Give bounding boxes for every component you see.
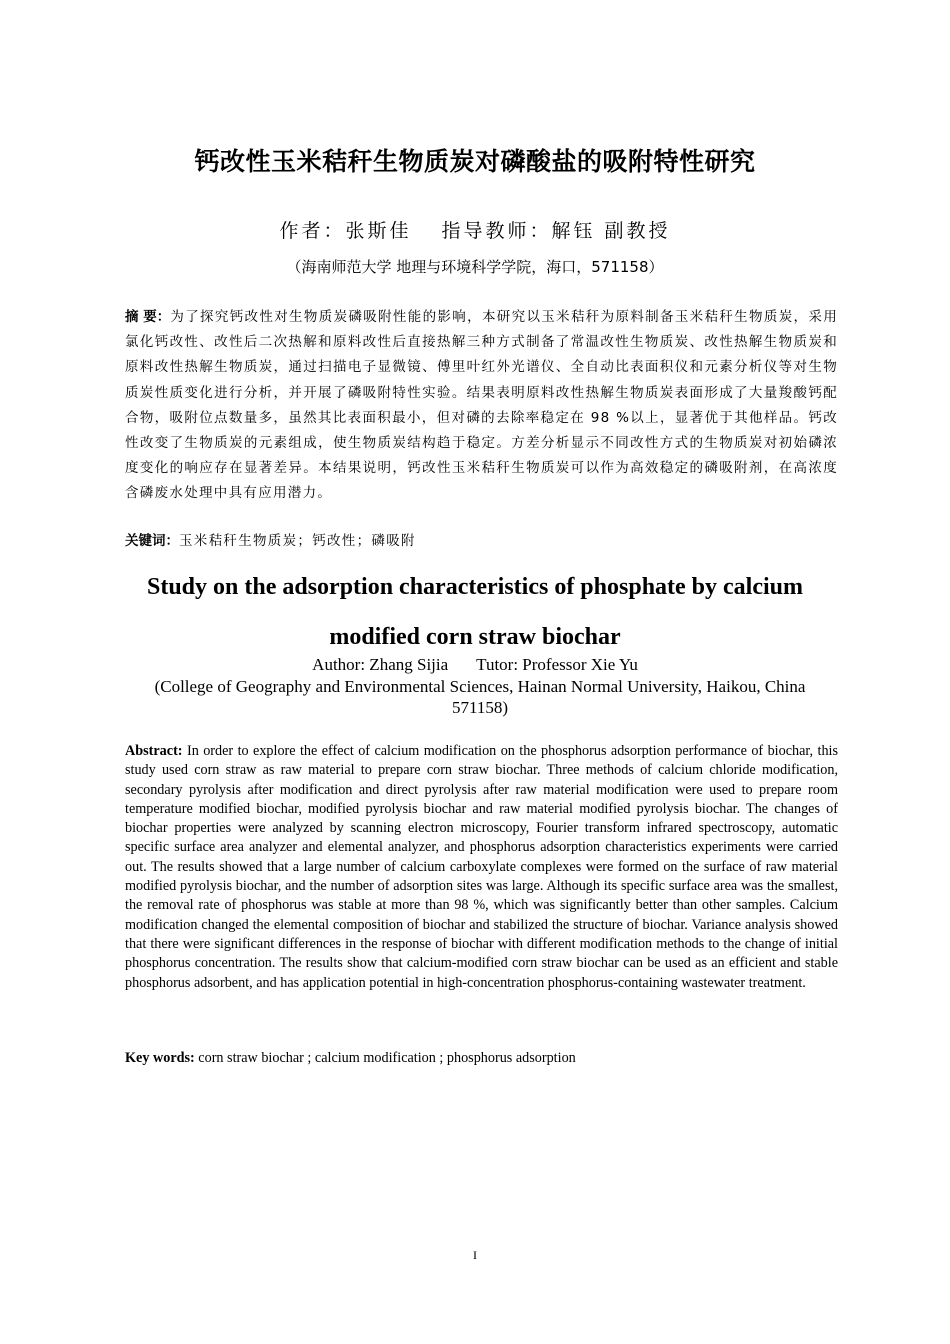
english-keywords (125, 1049, 838, 1068)
chinese-tutor: 指导教师：解钰 副教授 (441, 220, 671, 242)
english-abstract-label: Abstract: (125, 743, 183, 759)
english-author: Author: Zhang Sijia (312, 655, 449, 674)
chinese-keywords (125, 530, 838, 552)
page-number: I (473, 1248, 477, 1262)
chinese-abstract (125, 305, 838, 507)
english-author-line (0, 654, 950, 675)
chinese-affiliation: （海南师范大学 地理与环境科学学院，海口，571158） (286, 258, 664, 276)
chinese-author: 作者：张斯佳 (279, 220, 412, 242)
chinese-keywords-label: 关键词： (125, 533, 179, 549)
chinese-title: 钙改性玉米秸秆生物质炭对磷酸盐的吸附特性研究 (194, 147, 756, 176)
english-abstract (125, 742, 838, 993)
english-keywords-text: corn straw biochar ; calcium modification ; phosphorus adsorption (198, 1050, 576, 1066)
english-title: Study on the adsorption characteristics of phosphate by calcium modified corn straw biochar (146, 574, 804, 650)
chinese-keywords-text: 玉米秸秆生物质炭；钙改性；磷吸附 (179, 533, 416, 549)
english-abstract-text: In order to explore the effect of calcium modification on the phosphorus adsorption performance of biochar, this study used corn straw as raw material to prepare corn straw biochar. Three methods of calcium chloride modification, secondary pyrolysis after modification and direct pyrolysis after raw material modification were used to prepare room temperature modified biochar, modified pyrolysis biochar and raw material modified pyrolysis biochar. The changes of biochar properties were analyzed by scanning electron microscopy, Fourier transform infrared spectroscopy, automatic specific surface area analyzer and elemental analyzer, and phosphorus adsorption characteristics experiments were carried out. The results showed that a large number of calcium carboxylate complexes were formed on the surface of raw material modified pyrolysis biochar, and the number of adsorption sites was large. Although its specific surface area was the smallest, the removal rate of phosphorus was stable at more than 98 %, which was significantly better than other samples. Calcium modification changed the elemental composition of biochar and stabilized the structure of biochar. Variance analysis showed that there were significant differences in the response of biochar with different modification methods to the change of initial phosphorus concentration. The results show that calcium-modified corn straw biochar can be used as an efficient and stable phosphorus adsorbent, and has application potential in high-concentration phosphorus-containing wastewater treatment. (125, 743, 839, 991)
chinese-author-line (0, 216, 950, 243)
english-tutor: Tutor: Professor Xie Yu (476, 655, 638, 674)
chinese-abstract-label: 摘 要： (125, 309, 171, 325)
chinese-abstract-text: 为了探究钙改性对生物质炭磷吸附性能的影响，本研究以玉米秸秆为原料制备玉米秸秆生物质炭，采用氯化钙改性、改性后二次热解和原料改性后直接热解三种方式制备了常温改性生物质炭、改性热解生物质炭和原料改性热解生物质炭，通过扫描电子显微镜、傅里叶红外光谱仪、全自动比表面积仪和元素分析仪等对生物质炭性质变化进行分析，并开展了磷吸附特性实验。结果表明原料改性热解生物质炭表面形成了大量羧酸钙配合物，吸附位点数量多，虽然其比表面积最小，但对磷的去除率稳定在 98 %以上，显著优于其他样品。钙改性改变了生物质炭的元素组成，使生物质炭结构趋于稳定。方差分析显示不同改性方式的生物质炭对初始磷浓度变化的响应存在显著差异。本结果说明，钙改性玉米秸秆生物质炭可以作为高效稳定的磷吸附剂，在高浓度含磷废水处理中具有应用潜力。 (125, 309, 839, 502)
english-affiliation: (College of Geography and Environmental Sciences, Hainan Normal University, Haikou, China 571158) (154, 677, 806, 717)
english-keywords-label: Key words: (125, 1050, 195, 1066)
